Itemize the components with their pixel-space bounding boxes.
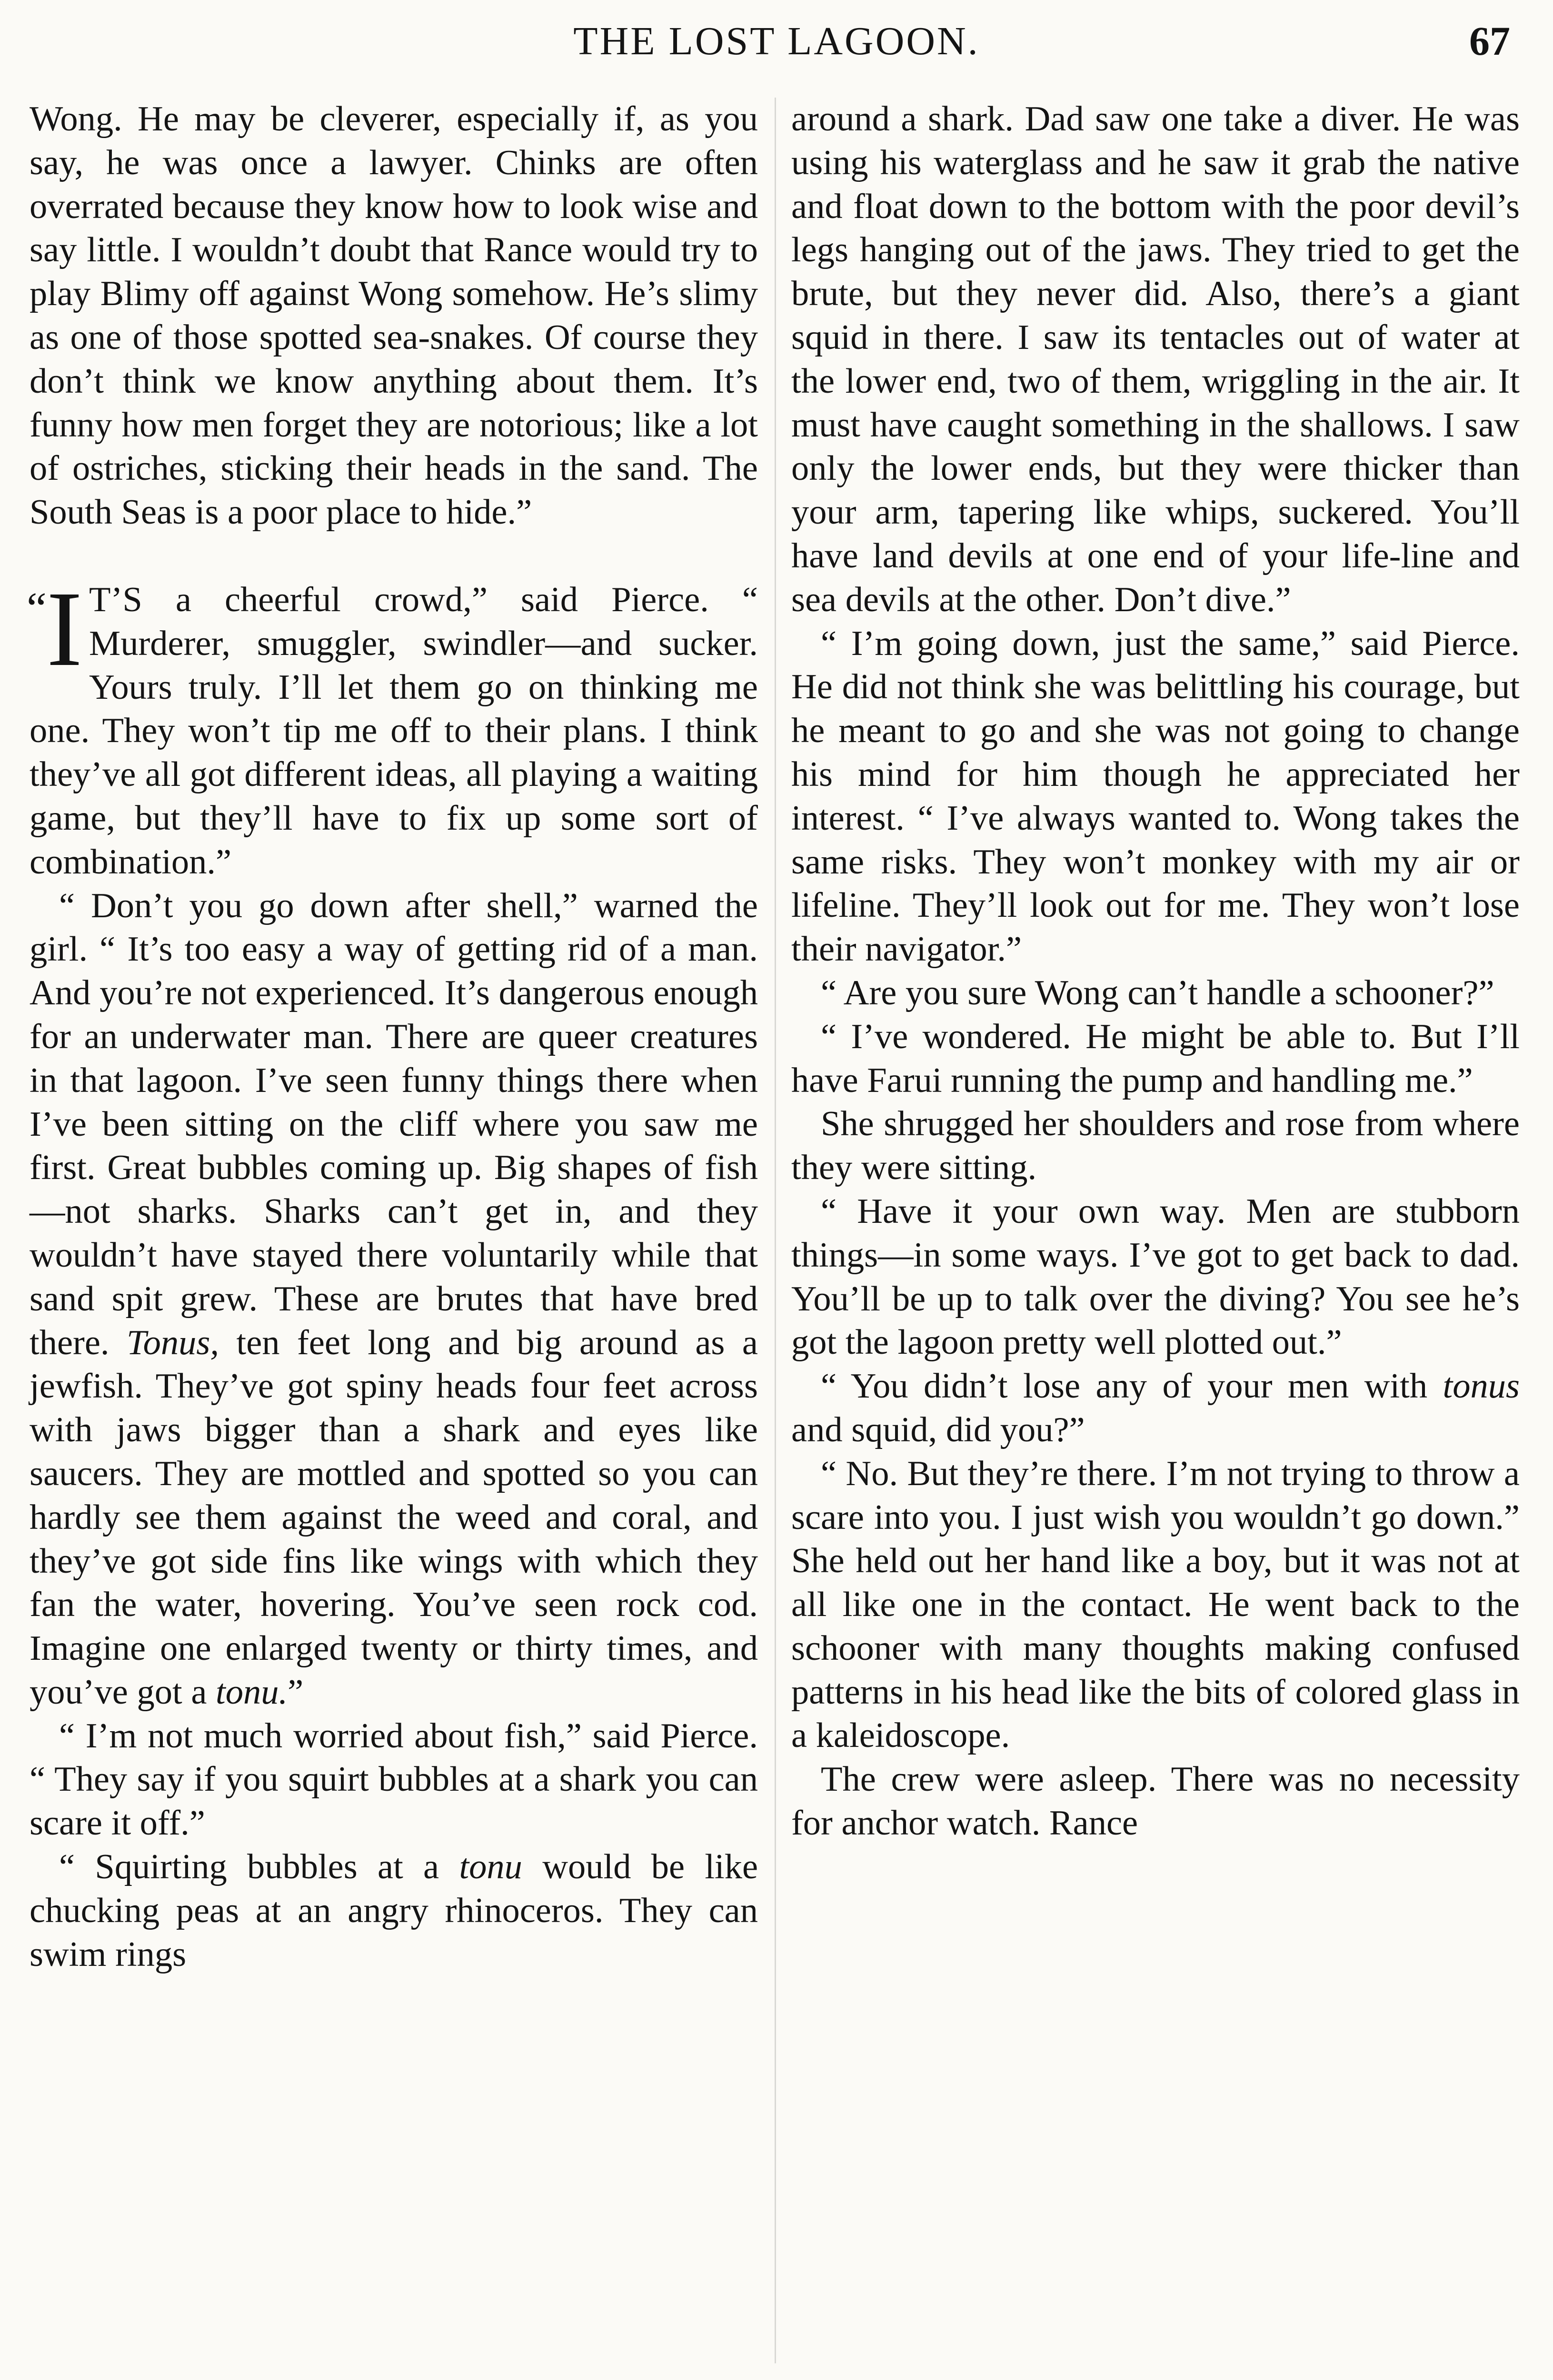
paragraph: “ No. But they’re there. I’m not trying to throw a scare into you. I just wish you wouldn’t go down.” She held out her hand like a boy, but it was not at all like one in the contact. He went back to the schooner with many thoughts making confused patterns in his head like the bits of colored glass in a kaleidoscope. xyxy=(791,1454,1520,1755)
page-number: 67 xyxy=(1469,18,1510,64)
column-divider xyxy=(775,98,776,2363)
paragraph: She shrugged her shoulders and rose from where they were sitting. xyxy=(791,1104,1520,1188)
paragraph: around a shark. Dad saw one take a diver. He was using his waterglass and he saw it grab the native and float down to the bottom with the poor devil’s legs hanging out of the jaws. They tried to get the brute, but they never did. Also, there’s a giant squid in there. I saw its tentacles out of water at the lower end, two of them, wriggling in the air. It must have caught something in the shallows. I saw only the lower ends, but they were thicker than your arm, tapering like whips, suckered. You’ll have land devils at one end of your life-line and sea devils at the other. Don’t dive.” xyxy=(791,99,1520,619)
paragraph: “ I’m not much worried about fish,” said Pierce. “ They say if you squirt bubbles at a shark you can scare it off.” xyxy=(30,1716,758,1843)
paragraph: “ You didn’t lose any of your men with tonus and squid, did you?” xyxy=(791,1367,1520,1449)
paragraph-dropcap: “I T’S a cheerful crowd,” said Pierce. “ Murderer, smuggler, swindler—and sucker. Yours truly. I’ll let them go on thinking me one. They won’t tip me off to their plans. I think they’ve all got different ideas, all playing a waiting game, but they’ll have to fix up some sort of combination.” xyxy=(27,569,758,882)
paragraph: “ Squirting bubbles at a tonu would be like chucking peas at an angry rhinoceros. They can swim rings xyxy=(30,1847,758,1974)
paragraph: “ Are you sure Wong can’t handle a schooner?” xyxy=(821,973,1494,1012)
running-head xyxy=(29,14,1524,67)
text-columns xyxy=(27,98,1520,2380)
right-column xyxy=(791,98,1520,2380)
left-column xyxy=(27,98,758,2380)
running-title: THE LOST LAGOON. xyxy=(573,19,980,63)
drop-cap: “I xyxy=(27,569,82,688)
paragraph: The crew were asleep. There was no necessity for anchor watch. Rance xyxy=(791,1760,1520,1843)
paragraph: “ I’m going down, just the same,” said Pierce. He did not think she was belittling his courage, but he meant to go and she was not going to change his mind for him though he appreciated her interest. “ I’ve always wanted to. Wong takes the same risks. They won’t monkey with my air or lifeline. They’ll look out for me. They won’t lose their navigator.” xyxy=(791,624,1520,969)
paragraph: “ Have it your own way. Men are stubborn things—in some ways. I’ve got to get back to dad. You’ll be up to talk over the diving? You see he’s got the lagoon pretty well plotted out.” xyxy=(791,1191,1520,1362)
paragraph: “ I’ve wondered. He might be able to. But I’ll have Farui running the pump and handling me.” xyxy=(791,1017,1520,1100)
paragraph: “ Don’t you go down after shell,” warned the girl. “ It’s too easy a way of getting rid of a man. And you’re not experienced. It’s dangerous enough for an underwater man. There are queer creatures in that lagoon. I’ve seen funny things there when I’ve been sitting on the cliff where you saw me first. Great bubbles coming up. Big shapes of fish—not sharks. Sharks can’t get in, and they wouldn’t have stayed there voluntarily while that sand spit grew. These are brutes that have bred there. Tonus, ten feet long and big around as a jewfish. They’ve got spiny heads four feet across with jaws bigger than a shark and eyes like saucers. They are mottled and spotted so you can hardly see them against the weed and coral, and they’ve got side fins like wings with which they fan the water, hovering. You’ve seen rock cod. Imagine one enlarged twenty or thirty times, and you’ve got a tonu.” xyxy=(30,886,758,1712)
paragraph: Wong. He may be cleverer, especially if, as you say, he was once a lawyer. Chinks are often overrated because they know how to look wise and say little. I wouldn’t doubt that Rance would try to play Blimy off against Wong somehow. He’s slimy as one of those spotted sea-snakes. Of course they don’t think we know anything about them. It’s funny how men forget they are notorious; like a lot of ostriches, sticking their heads in the sand. The South Seas is a poor place to hide.” xyxy=(30,99,758,532)
